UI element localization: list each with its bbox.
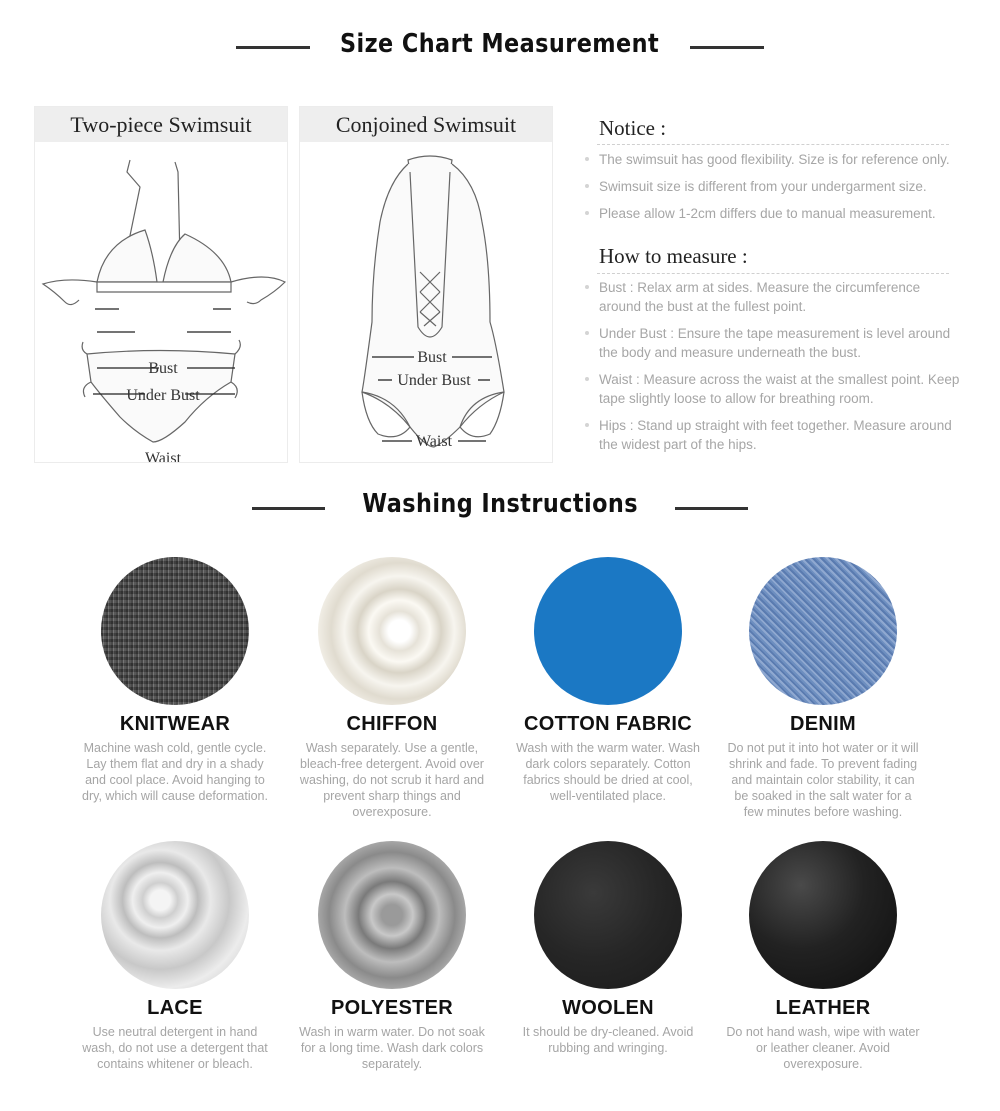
measure-item-underbust: Under Bust : Ensure the tape measurement is level around the body and measure underneath the bust. [599,326,951,360]
fabric-name-knitwear: KNITWEAR [119,713,231,735]
notice-divider [597,144,949,145]
fabric-card-polyester [287,841,497,1072]
fabric-desc-denim: Do not put it into hot water or it will shrink and fade. To prevent fading and maintain color stability, it can be soaked in the salt water for a few minutes before washing. [727,741,919,819]
fabric-card-denim [718,557,928,820]
fabric-card-woolen [503,841,713,1056]
conjoined-panel [299,106,553,463]
woolen-swatch [534,841,682,989]
two-piece-underbust-label: Under Bust [126,387,200,404]
two-piece-title: Two-piece Swimsuit [35,107,287,142]
size-chart-title: Size Chart Measurement [340,29,660,59]
fabric-name-leather: LEATHER [775,997,871,1019]
washing-title: Washing Instructions [362,489,638,519]
fabric-name-chiffon: CHIFFON [346,713,438,735]
conjoined-underbust-label: Under Bust [397,372,471,389]
fabric-desc-woolen: It should be dry-cleaned. Avoid rubbing and wringing. [522,1025,694,1055]
lace-swatch [101,841,249,989]
conjoined-illustration [300,142,554,462]
notice-item-1: The swimsuit has good flexibility. Size is for reference only. [599,152,950,167]
chiffon-swatch [318,557,466,705]
notice-item-2: Swimsuit size is different from your undergarment size. [599,179,927,194]
fabric-card-knitwear [70,557,280,804]
fabric-name-denim: DENIM [790,713,856,735]
measure-bullet-4 [585,423,589,427]
notice-title: Notice : [599,116,667,140]
how-to-measure-divider [597,273,949,274]
measure-item-bust: Bust : Relax arm at sides. Measure the circumference around the bust at the fullest point. [599,280,921,314]
two-piece-panel [34,106,288,463]
conjoined-waist-label: Waist [415,433,453,450]
two-piece-bust-label: Bust [148,360,178,377]
notice-bullet-3 [585,211,589,215]
knitwear-swatch [101,557,249,705]
notice-bullet-2 [585,184,589,188]
fabric-name-polyester: POLYESTER [331,997,453,1019]
cotton-swatch [534,557,682,705]
notice-bullet-1 [585,157,589,161]
notice-item-3: Please allow 1-2cm differs due to manual measurement. [599,206,936,221]
conjoined-bust-label: Bust [417,349,447,366]
fabric-card-cotton [503,557,713,804]
conjoined-title: Conjoined Swimsuit [300,107,552,142]
measure-item-waist: Waist : Measure across the waist at the smallest point. Keep tape slightly loose to allow for breathing room. [599,372,960,406]
measure-bullet-1 [585,285,589,289]
polyester-swatch [318,841,466,989]
fabric-desc-polyester: Wash in warm water. Do not soak for a long time. Wash dark colors separately. [299,1025,485,1071]
denim-swatch [749,557,897,705]
fabric-desc-leather: Do not hand wash, wipe with water or leather cleaner. Avoid overexposure. [726,1025,920,1071]
fabric-desc-chiffon: Wash separately. Use a gentle, bleach-free detergent. Avoid over washing, do not scrub it hard and prevent sharp things and overexposure. [299,741,485,819]
fabric-card-leather [718,841,928,1072]
measure-bullet-3 [585,377,589,381]
washing-heading [0,489,1000,519]
fabric-name-woolen: WOOLEN [562,997,654,1019]
fabric-desc-lace: Use neutral detergent in hand wash, do not use a detergent that contains whitener or bleach. [82,1025,268,1071]
fabric-name-cotton: COTTON FABRIC [524,713,692,735]
fabric-card-chiffon [287,557,497,820]
measure-bullet-2 [585,331,589,335]
measure-item-hips: Hips : Stand up straight with feet together. Measure around the widest part of the hips. [599,418,952,452]
two-piece-illustration [35,142,289,462]
size-chart-heading [0,29,1000,59]
fabric-desc-cotton: Wash with the warm water. Wash dark colors separately. Cotton fabrics should be dried at cool, well-ventilated place. [516,741,700,803]
two-piece-waist-label: Waist [144,450,182,462]
how-to-measure-title: How to measure : [599,244,748,268]
leather-swatch [749,841,897,989]
fabric-desc-knitwear: Machine wash cold, gentle cycle. Lay them flat and dry in a shady and cool place. Avoid hanging to dry, which will cause deformation. [82,741,268,803]
fabric-card-lace [70,841,280,1072]
fabric-name-lace: LACE [147,997,203,1019]
